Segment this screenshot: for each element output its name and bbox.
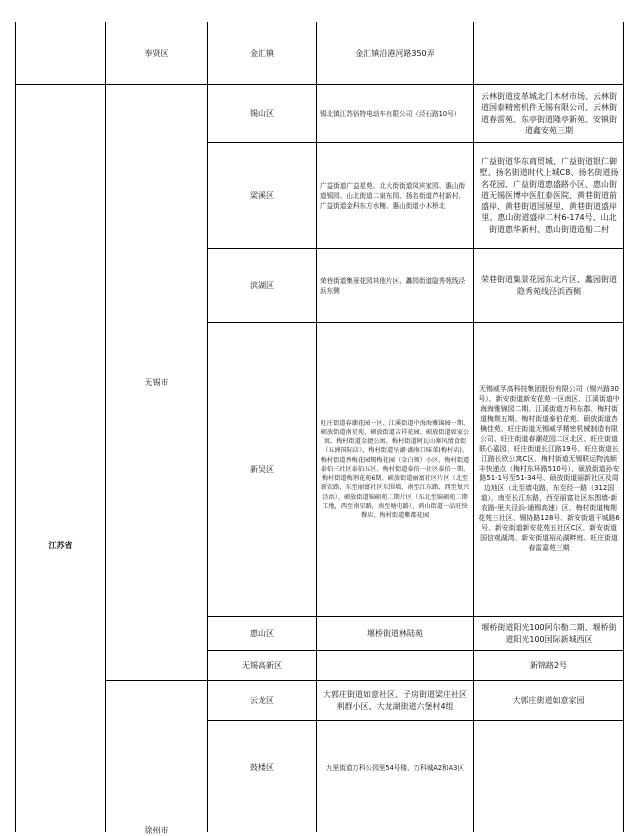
district-cell: 滨湖区 xyxy=(250,281,274,290)
mid-risk-cell: 广益街道广益星苑、北大街街道凤宾家园、惠山街道锡园、山北街道二泉东园、扬名街道芦村新村、广益街道金科东方水榭、惠山街道小木桥北 xyxy=(320,181,466,210)
mid-risk-cell: 九里街道万科公园里54号楼、万科城A2和A3区 xyxy=(326,763,464,772)
low-risk-cell: 堰桥街道阳光100阿尔勒二期、堰桥街道阳光100国际新城西区 xyxy=(481,623,617,644)
mid-risk-cell: 金汇镇沿港河路350弄 xyxy=(355,48,435,58)
province-label: 江苏省 xyxy=(48,541,73,550)
mid-risk-cell xyxy=(317,651,473,680)
district-cell: 梁溪区 xyxy=(250,191,274,200)
mid-risk-cell: 旺庄街道春潮花园一区、江溪街道中海海雅锦园一期、硕放街道南星苑、硕放街道吉祥花园、硕放街道如家公寓、梅村街道金捷公寓、梅村街道阿瓦山寨风情食街（五洲国际店）、梅村街道呈湖·湖南口味菜(梅村店)、梅村街道香梅花园锡梅花园（金白领）小区、梅村街道泰伯三社区泰伯五区、梅村街道泰伯一社区泰伯一期、梅村街道梅荆花苑6期、硕放街道丽富社区片区（北至新农路，东至丽富社区东围墙，南至江东路，西至复兴泾浜）、硕放街道锦硕苑二期片区（东北至锦硕苑二期工地，西至南星路，南至塘屯路）、鸿山街道一品旺快餐店、梅村街道紫都花园 xyxy=(320,419,470,519)
city-label: 徐州市 xyxy=(144,826,169,835)
mid-risk-cell: 大郭庄街道如意社区、子房街道梁庄社区利群小区、大龙湖街道六堡村4组 xyxy=(323,690,467,711)
low-risk-cell: 大郭庄街道如意家园 xyxy=(512,696,585,705)
district-cell: 奉贤区 xyxy=(144,48,169,58)
city-cell: 无锡市 xyxy=(144,378,169,387)
low-risk-cell: 云林街道皮革城北门木材市场、云林街道国泰精密机件无锡有限公司、云林街道春雷苑、东亭街道隆亭新苑、安镇街道鑫安苑三期 xyxy=(481,92,617,135)
district-cell: 新吴区 xyxy=(250,465,274,474)
low-risk-cell: 无锡威孚高科技集团股份有限公司（锡兴路30号）、新安街道新安花苑一区南区、江溪街道中海海雅锦园二期、江溪街道万科东郡、梅村街道梅荆五期、梅村街道泰伯花苑、硕放街道杏檎佳苑、旺庄街道无锡威孚精密机械制造有限公司、旺庄街道春潮花园二区北区、旺庄街道联心嘉园、旺庄街道长江路19号、旺庄街道长江路长欣公寓C区、梅村街道无锡联运物流顺丰快递点（梅村东环路510号）、硕放街道孙安路51-1号至51-34号、硕放街道丽新社区及周边地区（北至墙屯路，东至经一路（312国道），南至长江东路，西至丽富社区东围墙-新农路-里夫泾浜-通锡高速）区、梅村街道梅荆花苑三社区、锡协路128号、新安街道干城路6号、新安街道新安花苑五社区C区、新安街道国信观湖湾、新安街道裕沁湖畔庭、旺庄街道春雷嘉苑三期 xyxy=(478,385,620,552)
city-cell xyxy=(106,681,207,835)
mid-risk-cell: 锡北镇江苏倍特电动车有限公司（泾石路10号） xyxy=(320,109,461,118)
low-risk-cell: 荣巷街道集景花园东北片区、蠡园街道隐秀苑线泾浜西侧 xyxy=(481,275,617,296)
district-cell: 鼓楼区 xyxy=(250,763,274,772)
low-risk-cell xyxy=(474,721,623,814)
mid-risk-cell: 堰桥街道林陆苑 xyxy=(367,629,423,638)
district-cell: 无锡高新区 xyxy=(242,661,282,670)
grid-line xyxy=(316,22,317,832)
town-cell: 金汇镇 xyxy=(250,48,274,58)
district-cell: 锡山区 xyxy=(250,109,274,118)
low-risk-cell xyxy=(474,22,623,84)
grid-line xyxy=(623,22,624,832)
low-risk-cell: 新锦路2号 xyxy=(529,661,568,670)
mid-risk-cell: 荣巷街道集景花园其他片区、蠡园街道隐秀苑线泾浜东侧 xyxy=(320,276,466,295)
province-cell xyxy=(16,85,105,832)
low-risk-cell: 广益街道华东商贸城、广益街道银仁御墅、扬名街道时代上城C8、扬名街道扬名花园、广益街道惠盛路小区、惠山街道无锡医博中医肛泰医院、黄巷街道前盛岸、黄巷街道国展里、黄巷街道盛岸里、惠山街道盛岸二村6-174号、山北街道惠华新村、惠山街道造船二村 xyxy=(479,157,619,234)
district-cell: 惠山区 xyxy=(250,629,274,638)
district-cell: 云龙区 xyxy=(250,696,274,705)
